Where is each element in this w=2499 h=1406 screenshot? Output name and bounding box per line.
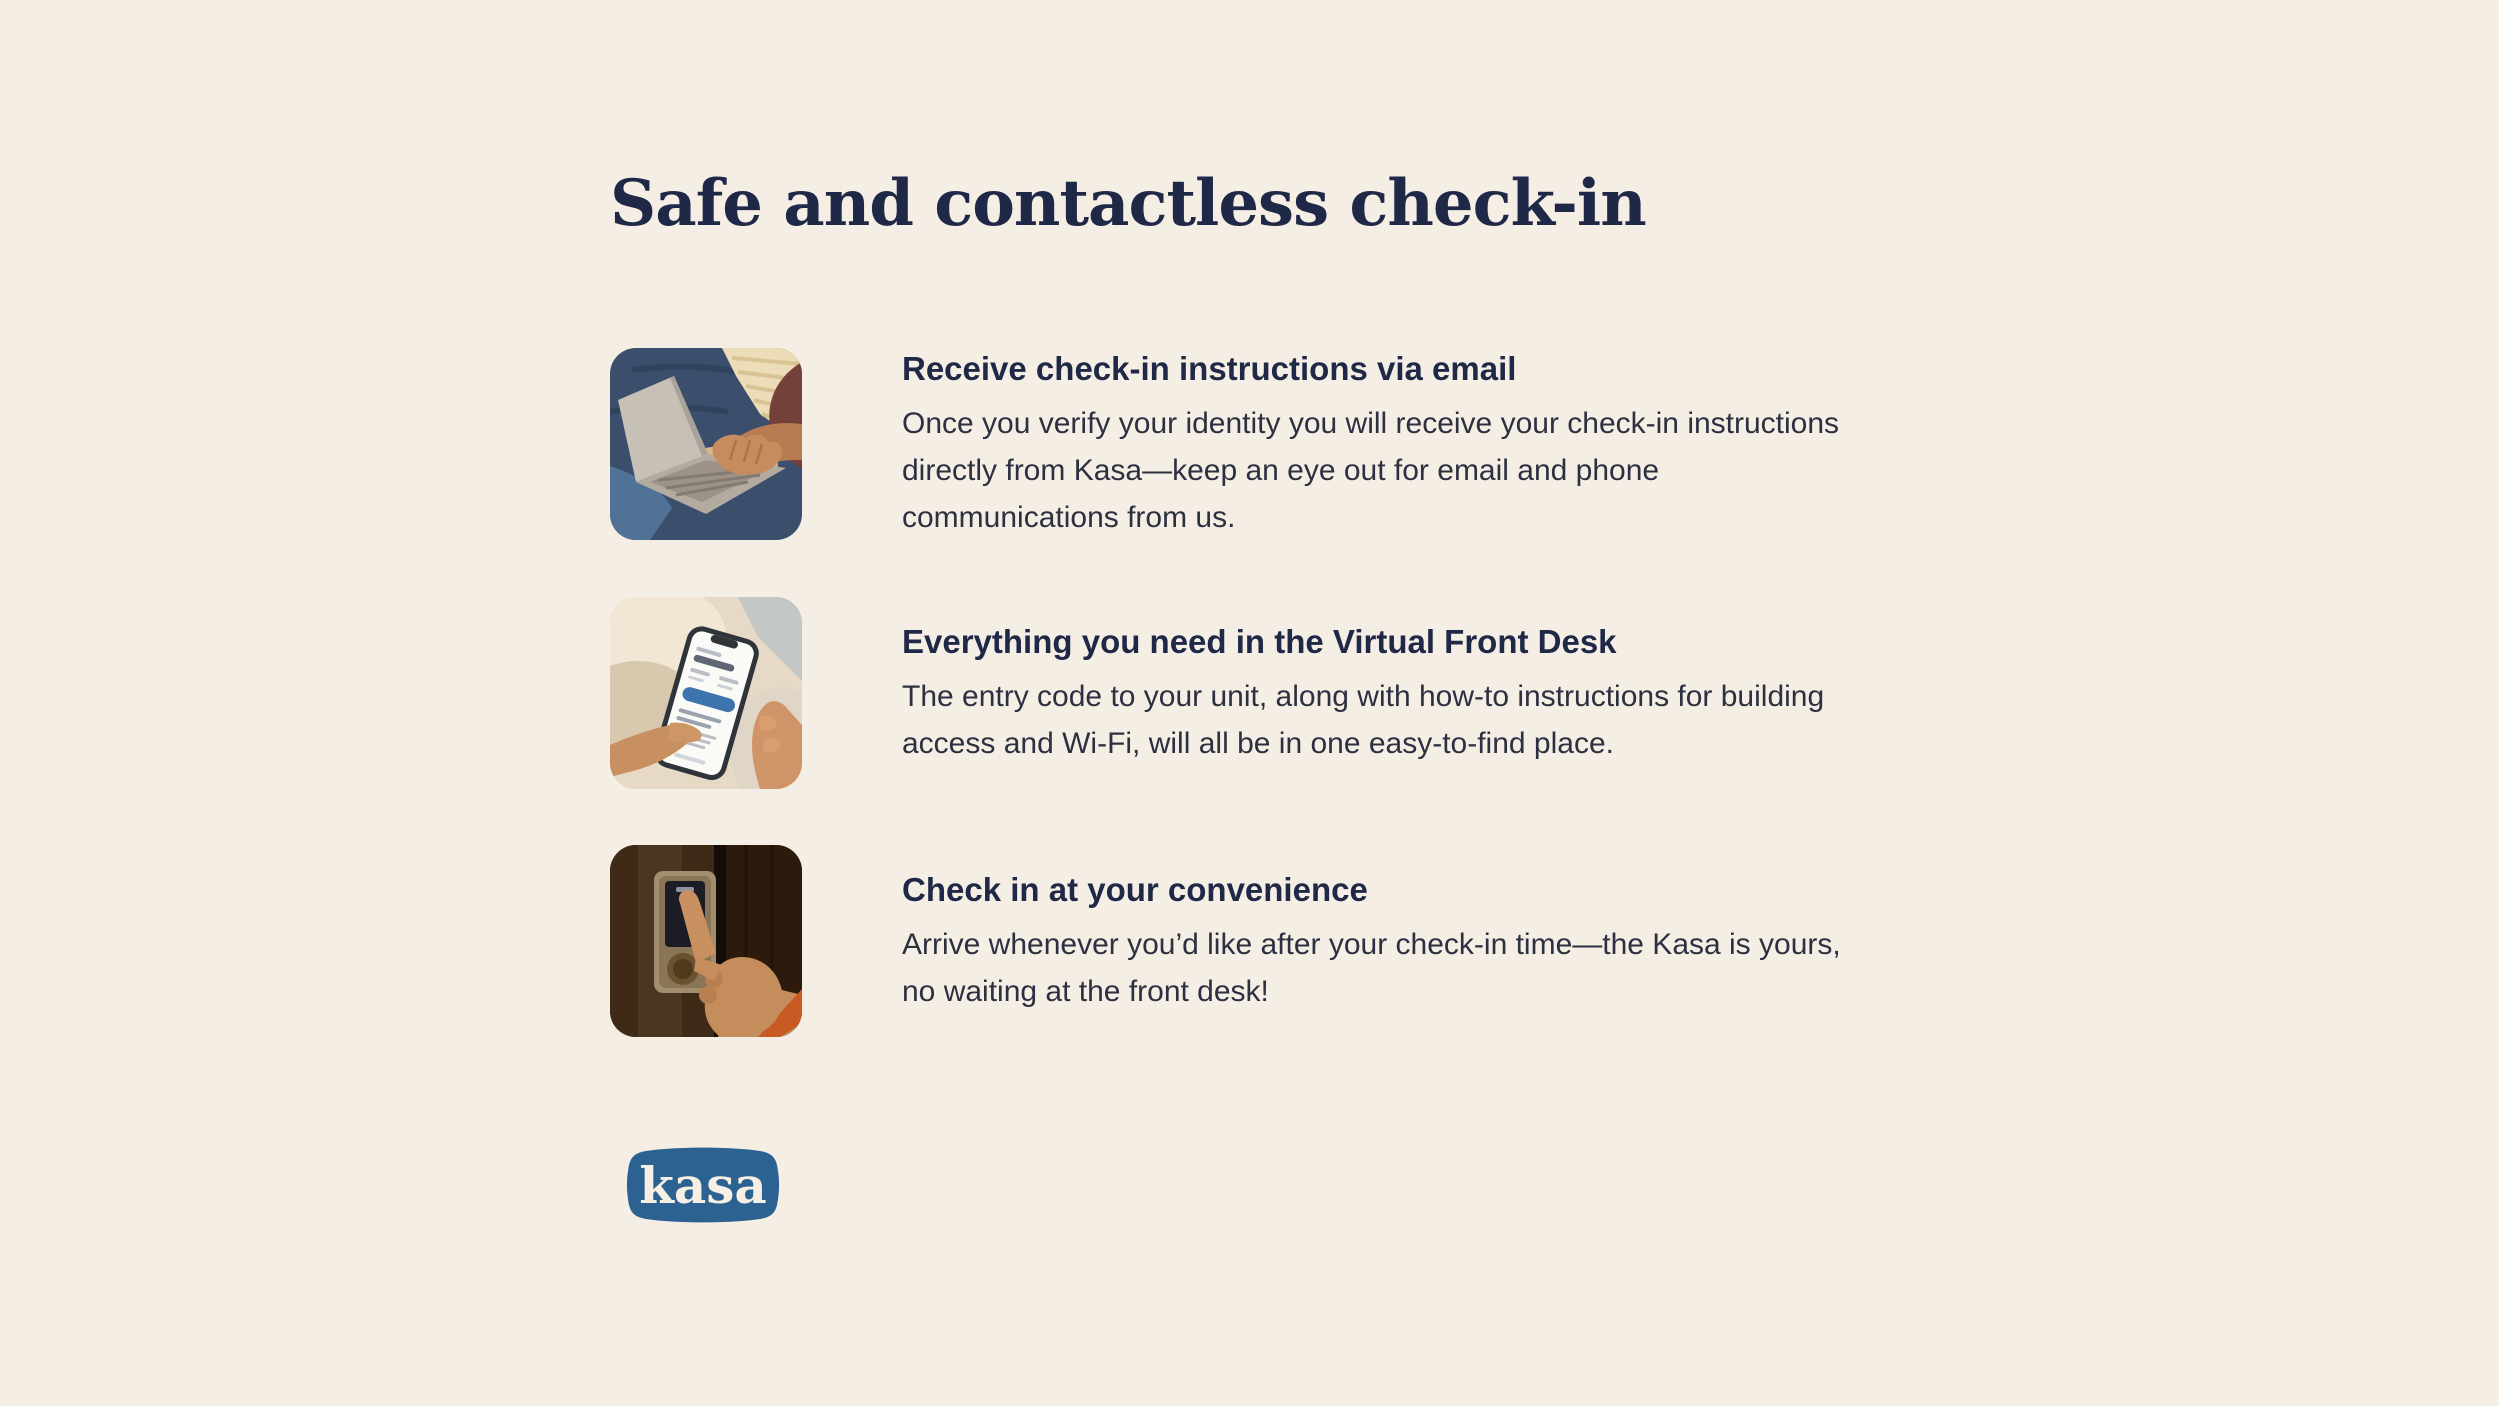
page-title: Safe and contactless check-in: [610, 166, 1646, 241]
feature-body: The entry code to your unit, along with how-to instructions for building access and Wi-Fi, will all be in one easy-to-find place.: [902, 679, 1825, 760]
laptop-photo-illustration: [610, 348, 802, 540]
feature-body: Once you verify your identity you will receive your check-in instructions directly from Kasa—keep an eye out for email and phone communications from us.: [902, 407, 1840, 534]
feature-copy: [902, 868, 1882, 1015]
feature-heading: Everything you need in the Virtual Front Desk: [902, 622, 1617, 660]
feature-row-convenience: [610, 845, 2010, 1037]
phone-photo-illustration: [610, 597, 802, 789]
feature-copy: [902, 620, 1882, 767]
feature-heading: Check in at your convenience: [902, 870, 1368, 908]
feature-heading: Receive check-in instructions via email: [902, 350, 1517, 387]
kasa-logo-icon: [622, 1144, 784, 1226]
feature-body: Arrive whenever you’d like after your check-in time—the Kasa is yours, no waiting at the front desk!: [902, 927, 1841, 1008]
door-keypad-photo-illustration: [610, 845, 802, 1037]
kasa-logo-text: kasa: [639, 1156, 767, 1215]
door-keypad-photo: [610, 845, 802, 1037]
feature-row-email: [610, 347, 2010, 541]
feature-list: [610, 347, 2010, 1037]
phone-photo: [610, 597, 802, 789]
kasa-logo: [622, 1144, 784, 1226]
feature-row-virtual-front-desk: [610, 597, 2010, 789]
laptop-photo: [610, 348, 802, 540]
feature-copy: [902, 347, 1882, 541]
